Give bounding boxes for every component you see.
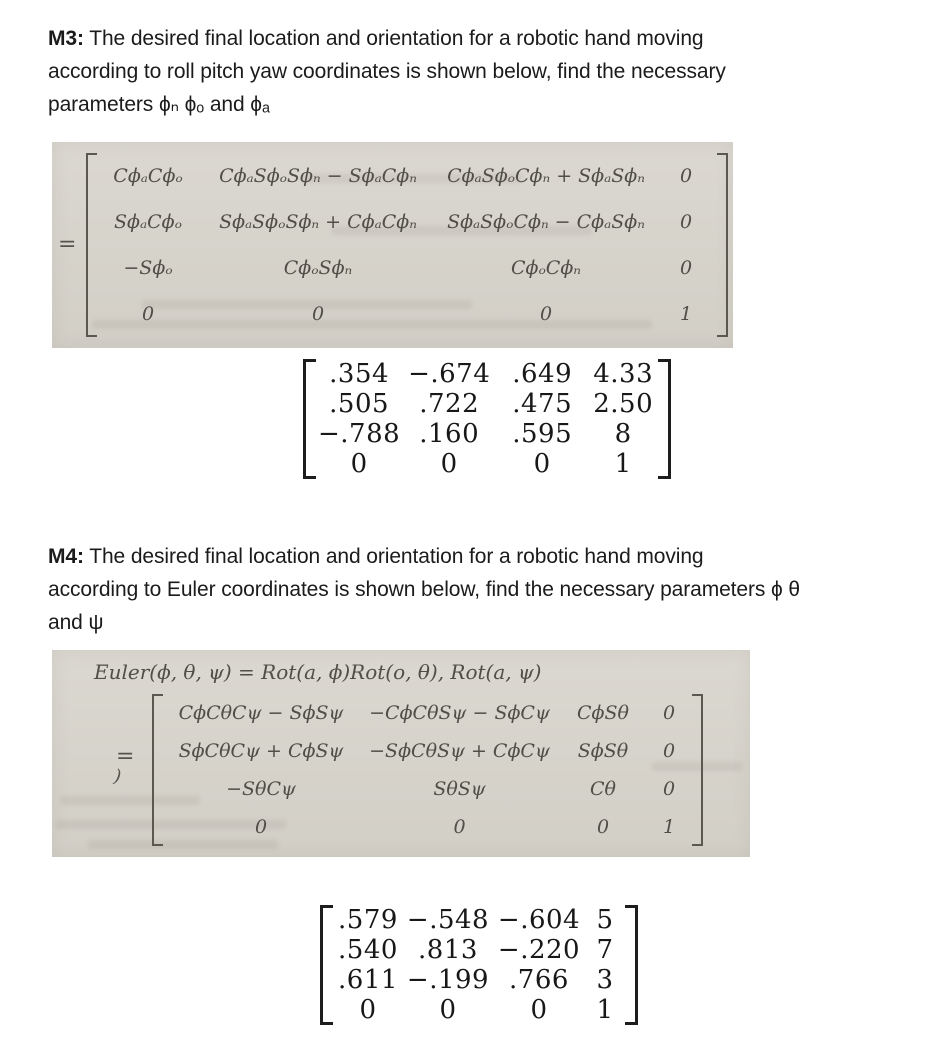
m4-label: M4: (48, 545, 84, 568)
matrix-cell: 2.50 (593, 389, 654, 419)
matrix-cell: 0 (453, 816, 466, 838)
matrix-cell: .160 (419, 419, 480, 449)
matrix-cell: CϕCθCψ − SϕSψ (178, 702, 344, 724)
matrix-cell: .611 (338, 965, 398, 995)
matrix-cell: 0 (662, 740, 676, 762)
matrix-cell: 0 (141, 303, 155, 325)
matrix-cell: 0 (662, 778, 676, 800)
matrix-cell: 0 (533, 449, 551, 479)
matrix-cell: .649 (512, 359, 573, 389)
matrix-cells (333, 905, 625, 1025)
m3-heading-line1 (48, 22, 726, 55)
m3-numeric-matrix (303, 359, 671, 479)
matrix-row (163, 770, 692, 808)
matrix-row (333, 905, 625, 935)
m4-heading-line3: and ψ (48, 611, 104, 634)
m3-heading-line1-text: The desired final location and orientation for a robotic hand moving (83, 27, 704, 50)
matrix-cell: 1 (614, 449, 632, 479)
matrix-cell: 8 (614, 419, 632, 449)
m3-heading-line2: according to roll pitch yaw coordinates is shown below, find the necessary (48, 60, 726, 83)
matrix-row (97, 153, 717, 199)
matrix-cell: 1 (662, 816, 676, 838)
matrix-row (333, 995, 625, 1025)
matrix-row (333, 965, 625, 995)
matrix-row (163, 808, 692, 846)
m3-problem-statement (48, 22, 726, 121)
matrix-cell: 0 (254, 816, 268, 838)
matrix-cell: CϕₐSϕₒCϕₙ + SϕₐSϕₙ (447, 165, 645, 187)
matrix-left-bracket (320, 905, 333, 1025)
matrix-cell: −.604 (497, 905, 581, 935)
matrix-cell: −.788 (318, 419, 401, 449)
matrix-right-bracket (692, 694, 703, 846)
matrix-row (316, 359, 658, 389)
matrix-cell: −.220 (497, 935, 581, 965)
matrix-cell: Cθ (590, 778, 616, 800)
m3-label: M3: (48, 27, 84, 50)
matrix-cell: .475 (512, 389, 573, 419)
m4-symbolic-matrix (152, 694, 703, 846)
matrix-cell: .766 (509, 965, 569, 995)
m4-heading-line1 (48, 540, 800, 573)
matrix-cell: SθSψ (433, 778, 486, 800)
matrix-cell: 0 (530, 995, 548, 1025)
m4-problem-statement (48, 540, 800, 639)
matrix-cell: 0 (679, 165, 693, 187)
matrix-row (316, 419, 658, 449)
matrix-cells (316, 359, 658, 479)
matrix-cell: SϕₐCϕₒ (114, 211, 182, 233)
matrix-cells (163, 694, 692, 846)
matrix-row (163, 694, 692, 732)
matrix-row (97, 245, 717, 291)
matrix-cell: 1 (679, 303, 693, 325)
matrix-cell: −.548 (406, 905, 490, 935)
matrix-cell: 0 (440, 449, 458, 479)
matrix-cell: .540 (338, 935, 398, 965)
matrix-cell: CϕₐSϕₒSϕₙ − SϕₐCϕₙ (219, 165, 417, 187)
matrix-cell: .722 (419, 389, 480, 419)
m3-symbolic-matrix (86, 153, 728, 337)
matrix-cell: 0 (350, 449, 368, 479)
matrix-row (97, 199, 717, 245)
matrix-cell: SϕₐSϕₒCϕₙ − CϕₐSϕₙ (447, 211, 645, 233)
matrix-cell: 3 (596, 965, 614, 995)
matrix-cell: 7 (596, 935, 614, 965)
matrix-cell: CϕₒSϕₙ (283, 257, 353, 279)
matrix-cell: 4.33 (593, 359, 654, 389)
matrix-cell: 5 (596, 905, 614, 935)
matrix-row (97, 291, 717, 337)
matrix-cell: −.674 (408, 359, 491, 389)
matrix-right-bracket (625, 905, 638, 1025)
matrix-left-bracket (303, 359, 316, 479)
m3-heading-line3: parameters ϕₙ ϕₒ and ϕₐ (48, 93, 270, 116)
matrix-cell: CϕₐCϕₒ (113, 165, 183, 187)
matrix-row (163, 732, 692, 770)
matrix-cell: −CϕCθSψ − SϕCψ (369, 702, 550, 724)
matrix-cell: −Sϕₒ (123, 257, 173, 279)
matrix-cell: .595 (512, 419, 573, 449)
matrix-cell: CϕₒCϕₙ (511, 257, 581, 279)
euler-equation: Euler(ϕ, θ, ψ) = Rot(a, ϕ)Rot(o, θ), Rot(a, ψ) (94, 660, 542, 684)
matrix-cell: −.199 (406, 965, 490, 995)
matrix-left-bracket (152, 694, 163, 846)
matrix-right-bracket (658, 359, 671, 479)
matrix-cell: 1 (596, 995, 614, 1025)
matrix-row (316, 389, 658, 419)
scan-paren-artifact: ) (112, 765, 123, 788)
matrix-cell: 0 (679, 257, 693, 279)
matrix-cell: SϕCθCψ + CϕSψ (178, 740, 344, 762)
matrix-cell: 0 (662, 702, 676, 724)
m4-heading-line2: according to Euler coordinates is shown below, find the necessary parameters ϕ θ (48, 578, 800, 601)
matrix-cell: .579 (338, 905, 398, 935)
matrix-right-bracket (717, 153, 728, 337)
matrix-cell: SϕₐSϕₒSϕₙ + CϕₐCϕₙ (219, 211, 417, 233)
matrix-cells (97, 153, 717, 337)
m3-rpy-symbolic-matrix-panel (52, 142, 733, 348)
matrix-cell: 0 (596, 816, 610, 838)
matrix-cell: −SθCψ (226, 778, 296, 800)
matrix-row (333, 935, 625, 965)
matrix-row (316, 449, 658, 479)
matrix-cell: 0 (311, 303, 325, 325)
matrix-cell: 0 (679, 211, 693, 233)
matrix-cell: .813 (418, 935, 478, 965)
matrix-cell: −SϕCθSψ + CϕCψ (369, 740, 550, 762)
matrix-cell: 0 (539, 303, 553, 325)
matrix-cell: 0 (359, 995, 377, 1025)
matrix-cell: 0 (439, 995, 457, 1025)
matrix-left-bracket (86, 153, 97, 337)
m4-euler-symbolic-matrix-panel (52, 650, 750, 857)
matrix-cell: SϕSθ (577, 740, 629, 762)
equals-sign: = (116, 744, 135, 769)
matrix-cell: .354 (329, 359, 390, 389)
matrix-cell: .505 (329, 389, 390, 419)
equals-sign: = (58, 232, 77, 257)
matrix-cell: CϕSθ (577, 702, 629, 724)
m4-numeric-matrix (320, 905, 638, 1025)
m4-heading-line1-text: The desired final location and orientation for a robotic hand moving (83, 545, 704, 568)
